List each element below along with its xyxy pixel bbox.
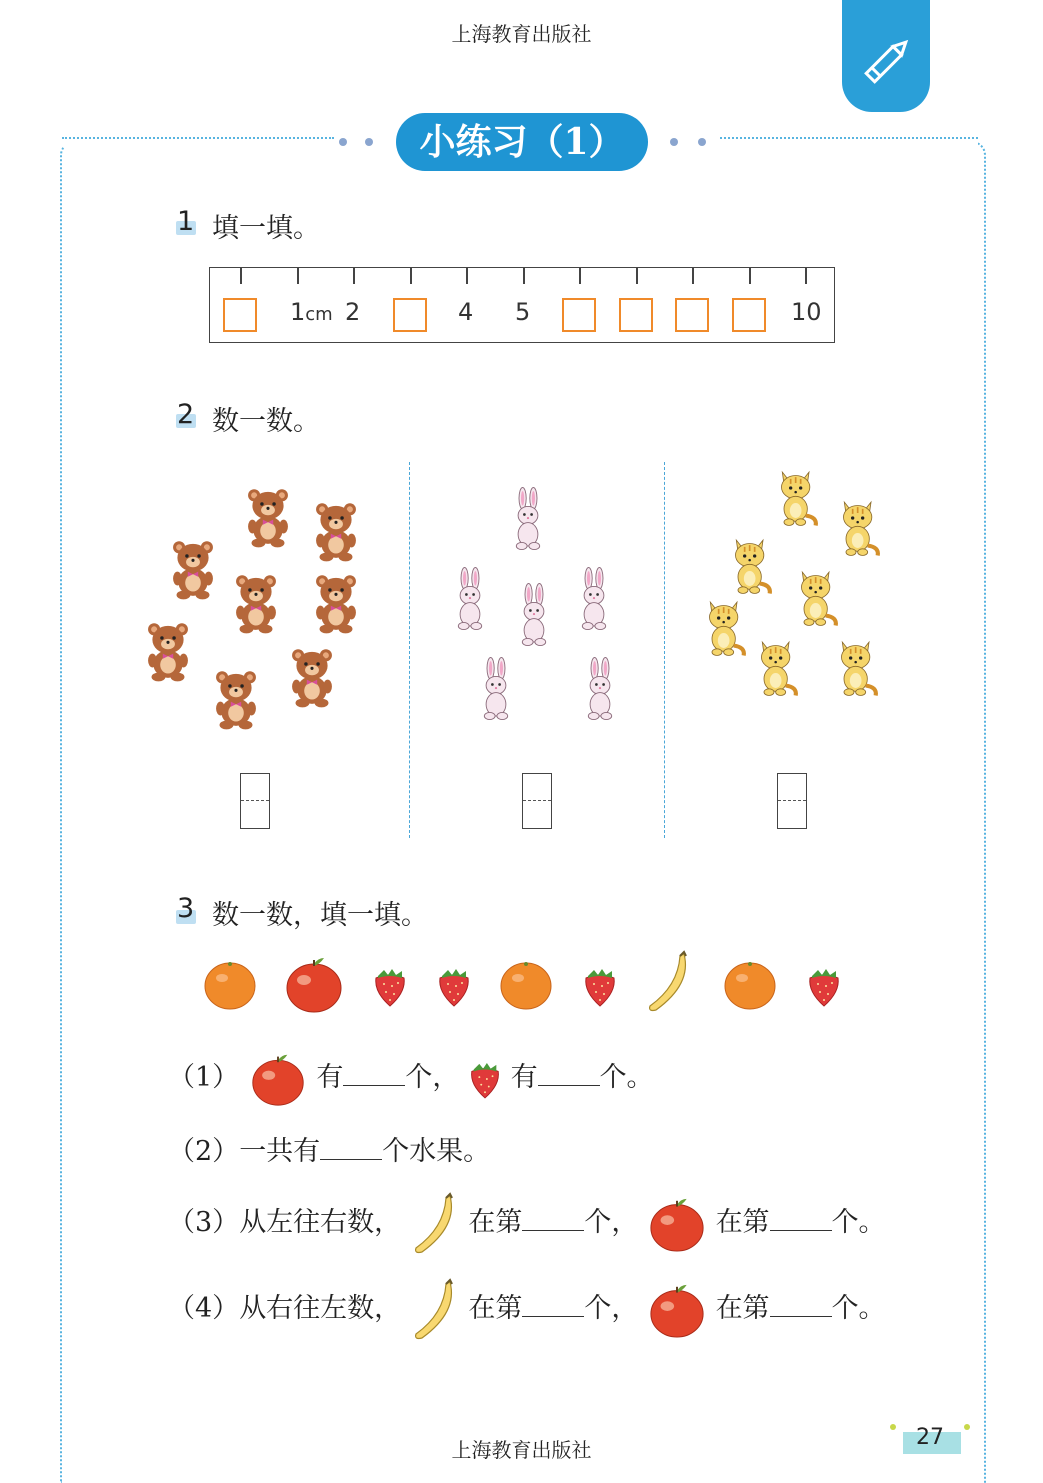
q3-item-4: （4）从右往左数， 在第 个， 在第 个。 <box>168 1276 886 1342</box>
title-dot <box>365 138 373 146</box>
ruler-label-1: 1cm <box>290 298 333 326</box>
rabbit-icon <box>516 488 539 550</box>
bear-group <box>130 480 380 750</box>
answer-blank[interactable] <box>320 1133 382 1160</box>
rabbit-icon <box>458 568 481 630</box>
apple-icon <box>647 1195 707 1253</box>
ruler-answer-box-8[interactable] <box>675 298 709 332</box>
fruit-row <box>200 948 850 1018</box>
page-number: 27 <box>916 1425 944 1450</box>
question-1-text: 填一填。 <box>212 213 320 244</box>
cat-icon <box>782 472 816 525</box>
strawberry-icon <box>468 1058 502 1100</box>
banana-icon <box>410 1192 460 1256</box>
answer-blank[interactable] <box>522 1290 584 1317</box>
ruler-answer-box-0[interactable] <box>223 298 257 332</box>
cat-icon <box>844 502 878 555</box>
group-separator <box>409 462 410 838</box>
question-2-text: 数一数。 <box>212 406 320 437</box>
ruler-answer-box-9[interactable] <box>732 298 766 332</box>
cat-icon <box>710 602 744 655</box>
ruler-label-4: 4 <box>458 298 474 326</box>
header-publisher: 上海教育出版社 <box>451 22 592 46</box>
title-dot <box>698 138 706 146</box>
answer-blank[interactable] <box>538 1059 600 1086</box>
answer-blank[interactable] <box>770 1204 832 1231</box>
ruler-label-2: 2 <box>345 298 361 326</box>
ruler-answer-box-7[interactable] <box>619 298 653 332</box>
teddy-bear-icon <box>148 623 188 681</box>
question-number-2: 2 <box>177 399 195 430</box>
teddy-bear-icon <box>292 649 332 707</box>
ruler <box>209 267 835 343</box>
orange-icon <box>501 962 551 1009</box>
question-3-text: 数一数，填一填。 <box>212 900 428 931</box>
footer-publisher: 上海教育出版社 <box>451 1438 592 1462</box>
teddy-bear-icon <box>216 671 256 729</box>
rabbit-count-box[interactable] <box>522 773 552 829</box>
apple-icon <box>647 1281 707 1339</box>
apple-icon <box>287 958 341 1012</box>
pencil-icon <box>842 0 930 112</box>
banana-icon <box>650 952 686 1011</box>
rabbit-icon <box>588 658 611 720</box>
title-dot <box>339 138 347 146</box>
answer-blank[interactable] <box>343 1059 405 1086</box>
q3-item-3: （3）从左往右数， 在第 个， 在第 个。 <box>168 1190 886 1256</box>
question-number-1: 1 <box>177 206 195 237</box>
cat-icon <box>842 642 876 695</box>
rabbit-icon <box>582 568 605 630</box>
ruler-unit: cm <box>305 304 333 325</box>
cat-icon <box>736 540 770 593</box>
question-number-3: 3 <box>177 893 195 924</box>
teddy-bear-icon <box>236 575 276 633</box>
title-dot <box>670 138 678 146</box>
strawberry-icon <box>376 969 404 1006</box>
bear-count-box[interactable] <box>240 773 270 829</box>
teddy-bear-icon <box>316 575 356 633</box>
q3-item-1: （1） 有 个， 有 个。 <box>168 1050 654 1106</box>
teddy-bear-icon <box>248 489 288 547</box>
cat-icon <box>762 642 796 695</box>
rabbit-icon <box>484 658 507 720</box>
strawberry-icon <box>586 969 614 1006</box>
ruler-label-10: 10 <box>791 298 822 326</box>
cat-count-box[interactable] <box>777 773 807 829</box>
orange-icon <box>725 962 775 1009</box>
pencil-tab <box>842 0 930 112</box>
ruler-label-5: 5 <box>515 298 531 326</box>
group-separator <box>664 462 665 838</box>
cat-icon <box>802 572 836 625</box>
ruler-answer-box-3[interactable] <box>393 298 427 332</box>
rabbit-group <box>440 480 640 740</box>
apple-icon <box>248 1051 308 1107</box>
rabbit-icon <box>522 584 545 646</box>
page-title: 小练习（1） <box>419 121 625 163</box>
answer-blank[interactable] <box>522 1204 584 1231</box>
strawberry-icon <box>440 969 468 1006</box>
q3-item-2: （2）一共有 个水果。 <box>168 1130 490 1174</box>
teddy-bear-icon <box>173 541 213 599</box>
answer-blank[interactable] <box>770 1290 832 1317</box>
cat-group <box>690 462 900 722</box>
orange-icon <box>205 962 255 1009</box>
banana-icon <box>410 1278 460 1342</box>
strawberry-icon <box>810 969 838 1006</box>
teddy-bear-icon <box>316 503 356 561</box>
ruler-answer-box-6[interactable] <box>562 298 596 332</box>
